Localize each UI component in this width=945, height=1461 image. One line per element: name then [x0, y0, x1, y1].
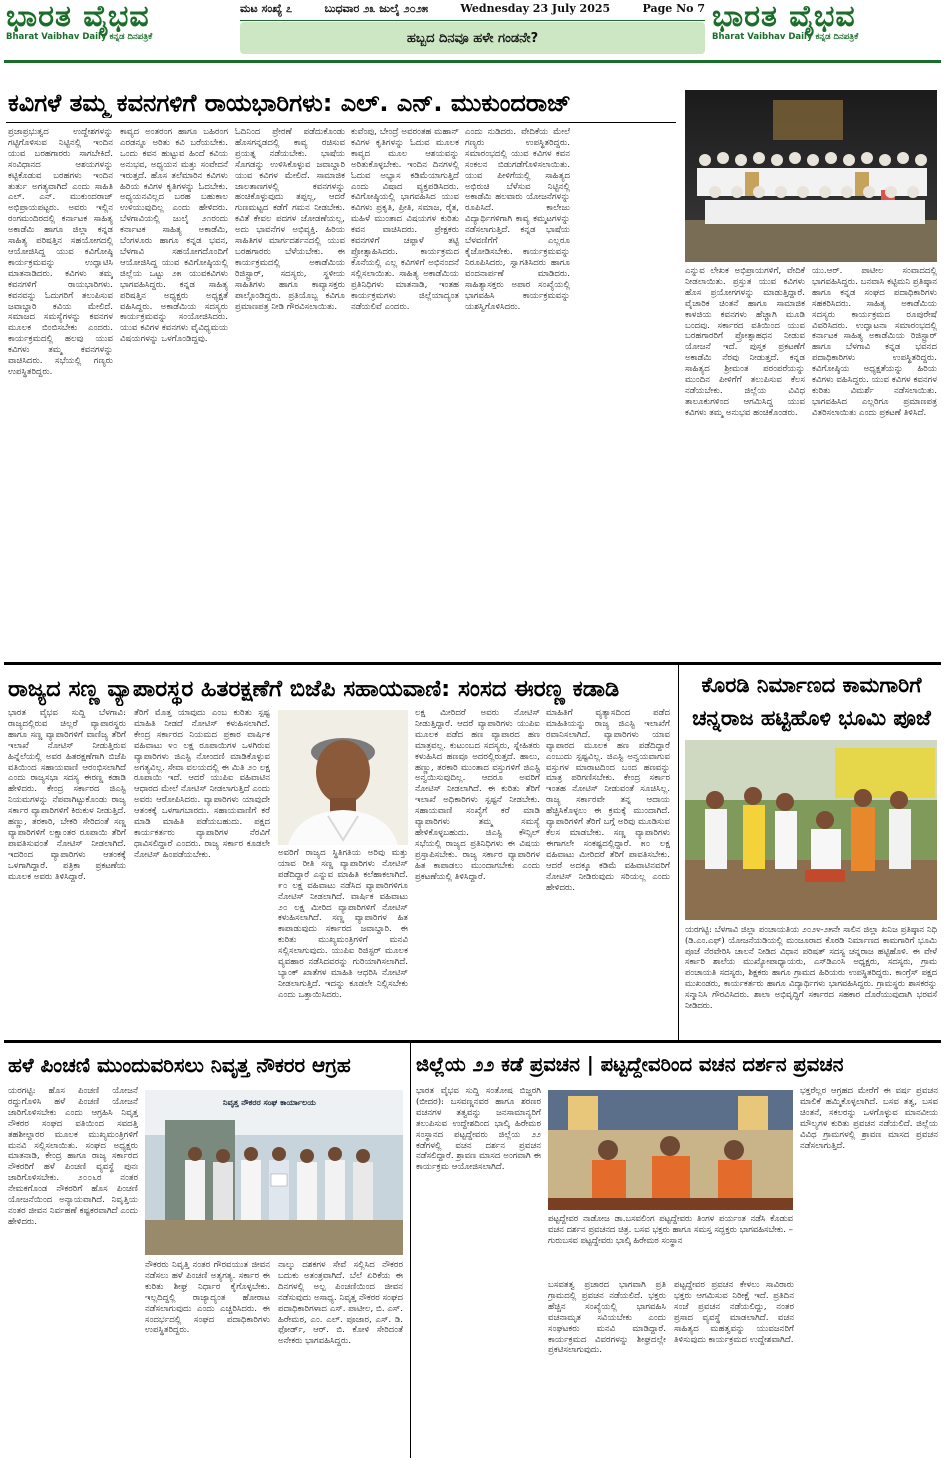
story4-col1: ಯರಗಟ್ಟಿ: ಹೊಸ ಪಿಂಚಣಿ ಯೋಜನೆ ರದ್ದುಗೊಳಿಸಿ ಹಳೆ ಪಿಂಚಣಿ ಯೋಜನೆ ಜಾರಿಗೊಳಿಸಬೇಕು ಎಂದು ಆಗ್ರಹಿಸಿ ನಿವೃತ್ತ ನೌಕರರ ಸಂಘದ ವತಿಯಿಂದ ಸವದತ್ತಿ ತಹಶೀಲ್ದಾರರ ಮೂಲಕ ಮುಖ್ಯಮಂತ್ರಿಗಳಿಗೆ ಮನವಿ ಸಲ್ಲಿಸಲಾಯಿತು. ಸಂಘದ ಅಧ್ಯಕ್ಷರು ಮಾತನಾಡಿ, ಕೇಂದ್ರ ಹಾಗೂ ರಾಜ್ಯ ಸರ್ಕಾರದ ನೌಕರರಿಗೆ ಹಳೆ ಪಿಂಚಣಿ ವ್ಯವಸ್ಥೆ ಪುನಃ ಜಾರಿಗೊಳಿಸಬೇಕು. ೨೦೦೬ರ ನಂತರ ನೇಮಕಗೊಂಡ ನೌಕರರಿಗೆ ಹೊಸ ಪಿಂಚಣಿ ಯೋಜನೆಯಿಂದ ಅನ್ಯಾಯವಾಗಿದೆ. ನಿವೃತ್ತಿಯ ನಂತರ ಜೀವನ ನಿರ್ವಹಣೆ ಕಷ್ಟಕರವಾಗಿದೆ ಎಂದು ಹೇಳಿದರು. — [8, 1086, 138, 1227]
story5-col1: ಭಾರತ ವೈಭವ ಸುದ್ದಿ ಸಂತೋಷ ಬಿಜ್ಜರಗಿ (ಬೀದರ): ಬಸವಣ್ಣನವರ ಹಾಗೂ ಶರಣರ ವಚನಗಳ ತತ್ವವನ್ನು ಜನಸಾಮಾನ್ಯರಿಗೆ ತಲುಪಿಸುವ ಉದ್ದೇಶದಿಂದ ಭಾಲ್ಕಿ ಹಿರೇಮಠ ಸಂಸ್ಥಾನದ ಪಟ್ಟದ್ದೇವರು ಜಿಲ್ಲೆಯ ೨೨ ಕಡೆಗಳಲ್ಲಿ ವಚನ ದರ್ಶನ ಪ್ರವಚನ ನಡೆಸಲಿದ್ದಾರೆ. ಶ್ರಾವಣ ಮಾಸದ ಅಂಗವಾಗಿ ಈ ಕಾರ್ಯಕ್ರಮ ಆಯೋಜಿಸಲಾಗಿದೆ. — [416, 1086, 541, 1173]
section-rule — [4, 1040, 941, 1043]
story3-headline-line2: ಚನ್ನರಾಜ ಹಟ್ಟಿಹೊಳಿ ಭೂಮಿ ಪೂಜೆ — [692, 706, 931, 730]
story2-col5: ಮಾಹಿತಿಗೆ ವ್ಯತ್ಯಾಸದಿಂದ ಪಡೆದ ಮಾಹಿತಿಯನ್ನು ರಾಜ್ಯ ಜಿಎಸ್ಟಿ ಇಲಾಖೆಗೆ ರವಾನಿಸಲಾಗಿದೆ. ವ್ಯಾಪಾರಿಗಳು ಯಾವ ವ್ಯಾಪಾರದ ಮೂಲಕ ಹಣ ಪಡೆದಿದ್ದಾರೆ ಎಂಬುದು ಸ್ಪಷ್ಟವಿಲ್ಲ. ಜಿಎಸ್ಟಿ ಅನ್ವಯವಾಗುವ ವಸ್ತುಗಳ ಮಾರಾಟದಿಂದ ಬಂದ ಹಣವನ್ನು ಮಾತ್ರ ಪರಿಗಣಿಸಬೇಕು. ಕೇಂದ್ರ ಸರ್ಕಾರ ಇಂತಹ ನೋಟಿಸ್ ನೀಡುವಂತೆ ಸೂಚಿಸಿಲ್ಲ. ರಾಜ್ಯ ಸರ್ಕಾರವೇ ತನ್ನ ಆದಾಯ ಹೆಚ್ಚಿಸಿಕೊಳ್ಳಲು ಈ ಕ್ರಮಕ್ಕೆ ಮುಂದಾಗಿದೆ. ವ್ಯಾಪಾರಿಗಳಿಗೆ ತೆರಿಗೆ ಬಗ್ಗೆ ಅರಿವು ಮೂಡಿಸುವ ಕೆಲಸ ಮಾಡಬೇಕು. ಸಣ್ಣ ವ್ಯಾಪಾರಿಗಳು ಈಗಾಗಲೇ ಸಂಕಷ್ಟದಲ್ಲಿದ್ದಾರೆ. ೫೦ ಲಕ್ಷ ವಹಿವಾಟು ಮೀರಿದರೆ ತೆರಿಗೆ ಪಾವತಿಸಬೇಕು. ಆದರೆ ಅದಕ್ಕೂ ಕಡಿಮೆ ವಹಿವಾಟಿನವರಿಗೆ ನೋಟಿಸ್ ನೀಡಿರುವುದು ಸರಿಯಲ್ಲ ಎಂದು ಹೇಳಿದರು. — [546, 708, 670, 893]
pension-photo — [145, 1090, 403, 1255]
story1-col2: ಕಾವ್ಯದ ಅಂತರಂಗ ಹಾಗೂ ಬಹಿರಂಗ ಎರಡನ್ನೂ ಅರಿತು ಕವಿ ಬರೆಯಬೇಕು. ಒಂದು ಕವನ ಹುಟ್ಟುವ ಹಿಂದೆ ಕವಿಯ ಅನುಭವ, ಅಧ್ಯಯನ ಮತ್ತು ಸಂವೇದನೆ ಇರುತ್ತದೆ. ಹೊಸ ತಲೆಮಾರಿನ ಕವಿಗಳು ಹಿರಿಯ ಕವಿಗಳ ಕೃತಿಗಳನ್ನು ಓದಬೇಕು. ಅಧ್ಯಯನವಿಲ್ಲದ ಬರಹ ಬಹುಕಾಲ ಉಳಿಯುವುದಿಲ್ಲ ಎಂದು ಹೇಳಿದರು. ಬೆಳಗಾವಿಯಲ್ಲಿ ಜುಲೈ ೨೧ರಂದು ಕರ್ನಾಟಕ ಸಾಹಿತ್ಯ ಅಕಾಡೆಮಿ, ಬೆಂಗಳೂರು ಹಾಗೂ ಕನ್ನಡ ಭವನ, ಬೆಳಗಾವಿ ಸಹಯೋಗದೊಂದಿಗೆ ಆಯೋಜಿಸಿದ್ದ ಯುವ ಕವಿಗೋಷ್ಠಿಯಲ್ಲಿ ಜಿಲ್ಲೆಯ ಒಟ್ಟು ೨೫ ಯುವಕವಿಗಳು ಭಾಗವಹಿಸಿದ್ದರು. ಕನ್ನಡ ಸಾಹಿತ್ಯ ಪರಿಷತ್ತಿನ ಅಧ್ಯಕ್ಷರು ಅಧ್ಯಕ್ಷತೆ ವಹಿಸಿದ್ದರು. ಅಕಾಡೆಮಿಯ ಸದಸ್ಯರು ಕಾರ್ಯಕ್ರಮವನ್ನು ಸಂಯೋಜಿಸಿದರು. ಯುವ ಕವಿಗಳ ಕವನಗಳು ವೈವಿಧ್ಯಮಯ ವಿಷಯಗಳನ್ನು ಒಳಗೊಂಡಿದ್ದವು. — [120, 127, 228, 345]
story5-col2: ಬಸವತತ್ವ ಪ್ರಚಾರದ ಭಾಗವಾಗಿ ಪ್ರತಿ ಗ್ರಾಮದಲ್ಲಿ ಪ್ರವಚನ ನಡೆಯಲಿದೆ. ಭಕ್ತರು ಹೆಚ್ಚಿನ ಸಂಖ್ಯೆಯಲ್ಲಿ ಭಾಗವಹಿಸಿ ವಚನಾಮೃತ ಸವಿಯಬೇಕು ಎಂದು ಸಂಘಟಕರು ಮನವಿ ಮಾಡಿದ್ದಾರೆ. ಕಾರ್ಯಕ್ರಮದ ವಿವರಗಳನ್ನು ಶೀಘ್ರದಲ್ಲೇ ಪ್ರಕಟಿಸಲಾಗುವುದು. — [548, 1280, 666, 1356]
story2-col4: ಲಕ್ಷ ಮೀರಿದರೆ ಅವರು ನೋಟಿಸ್ ನೀಡುತ್ತಿದ್ದಾರೆ. ಆದರೆ ವ್ಯಾಪಾರಿಗಳು ಯುಪಿಐ ಮೂಲಕ ಪಡೆದ ಹಣ ವ್ಯಾಪಾರದ ಹಣ ಮಾತ್ರವಲ್ಲ. ಕುಟುಂಬದ ಸದಸ್ಯರು, ಸ್ನೇಹಿತರು ಕಳುಹಿಸಿದ ಹಣವೂ ಅದರಲ್ಲಿರುತ್ತದೆ. ಹಾಲು, ಹಣ್ಣು, ತರಕಾರಿ ಮುಂತಾದ ವಸ್ತುಗಳಿಗೆ ಜಿಎಸ್ಟಿ ಅನ್ವಯಿಸುವುದಿಲ್ಲ. ಆದರೂ ಅವರಿಗೆ ನೋಟಿಸ್ ನೀಡಲಾಗಿದೆ. ಈ ಕುರಿತು ತೆರಿಗೆ ಇಲಾಖೆ ಅಧಿಕಾರಿಗಳು ಸ್ಪಷ್ಟನೆ ನೀಡಬೇಕು. ಸಹಾಯವಾಣಿ ಸಂಖ್ಯೆಗೆ ಕರೆ ಮಾಡಿ ವ್ಯಾಪಾರಿಗಳು ತಮ್ಮ ಸಮಸ್ಯೆ ಹೇಳಿಕೊಳ್ಳಬಹುದು. ಜಿಎಸ್ಟಿ ಕೌನ್ಸಿಲ್ ಸಭೆಯಲ್ಲಿ ರಾಜ್ಯದ ಪ್ರತಿನಿಧಿಗಳು ಈ ವಿಷಯ ಪ್ರಸ್ತಾಪಿಸಬೇಕು. ರಾಜ್ಯ ಸರ್ಕಾರ ವ್ಯಾಪಾರಿಗಳ ಹಿತ ಕಾಪಾಡಲು ಮುಂದಾಗಬೇಕು ಎಂದು ಪ್ರಕಟಣೆಯಲ್ಲಿ ತಿಳಿಸಿದ್ದಾರೆ. — [415, 708, 540, 882]
pravachana-image — [548, 1090, 793, 1210]
group-photo-image — [685, 90, 937, 262]
masthead-title: ಭಾರತ ವೈಭವ — [712, 0, 856, 34]
issue-date: Wednesday 23 July 2025 — [460, 2, 611, 15]
divider — [6, 122, 676, 123]
story5-col4: ಭಕ್ತರೆಲ್ಲರ ಆಗ್ರಹದ ಮೇರೆಗೆ ಈ ವರ್ಷ ಪ್ರವಚನ ಮಾಲಿಕೆ ಹಮ್ಮಿಕೊಳ್ಳಲಾಗಿದೆ. ಬಸವ ತತ್ವ, ಬಸವ ಚಿಂತನೆ, ಸಕಲರನ್ನು ಒಳಗೊಳ್ಳುವ ಮಾನವೀಯ ಮೌಲ್ಯಗಳ ಕುರಿತು ಪ್ರವಚನ ನಡೆಯಲಿದೆ. ಜಿಲ್ಲೆಯ ವಿವಿಧ ಗ್ರಾಮಗಳಲ್ಲಿ ಶ್ರಾವಣ ಮಾಸದ ಪ್ರವಚನ ನಡೆಸಲಾಗುತ್ತಿದೆ. — [800, 1086, 938, 1151]
page-number: Page No 7 — [642, 2, 705, 15]
column-rule — [678, 665, 679, 1040]
issue-meta — [240, 2, 705, 21]
story5-headline: ಜಿಲ್ಲೆಯ ೨೨ ಕಡೆ ಪ್ರವಚನ | ಪಟ್ಟದ್ದೇವರಿಂದ ವಚನ ದರ್ಶನ ಪ್ರವಚನ — [416, 1053, 844, 1076]
story2-col3: ಅವರಿಗೆ ರಾಜ್ಯದ ಸ್ಥಿತಿಗತಿಯ ಅರಿವು ಮತ್ತು ಯಾವ ರೀತಿ ಸಣ್ಣ ವ್ಯಾಪಾರಿಗಳು ನೋಟಿಸ್ ಪಡೆದಿದ್ದಾರೆ ಎನ್ನುವ ಮಾಹಿತಿ ಕಲೆಹಾಕಲಾಗಿದೆ. ೯೦ ಲಕ್ಷ ವಹಿವಾಟು ನಡೆಸಿದ ವ್ಯಾಪಾರಿಗಳಿಗೂ ನೋಟಿಸ್ ನೀಡಲಾಗಿದೆ. ವಾರ್ಷಿಕ ವಹಿವಾಟು ೨೦ ಲಕ್ಷ ಮೀರಿದ ವ್ಯಾಪಾರಿಗಳಿಗೆ ನೋಟಿಸ್ ಕಳುಹಿಸಲಾಗಿದೆ. ಸಣ್ಣ ವ್ಯಾಪಾರಿಗಳ ಹಿತ ಕಾಪಾಡುವುದು ಸರ್ಕಾರದ ಜವಾಬ್ದಾರಿ. ಈ ಕುರಿತು ಮುಖ್ಯಮಂತ್ರಿಗಳಿಗೆ ಮನವಿ ಸಲ್ಲಿಸಲಾಗುವುದು. ಯುಪಿಐ ರಿಜಿಸ್ಟರ್ ಮೂಲಕ ವ್ಯವಹಾರ ನಡೆಸಿದವರನ್ನು ಗುರಿಯಾಗಿಸಲಾಗಿದೆ. ಬ್ಯಾಂಕ್ ಖಾತೆಗಳ ಮಾಹಿತಿ ಆಧರಿಸಿ ನೋಟಿಸ್ ನೀಡಲಾಗುತ್ತಿದೆ. ಇದನ್ನು ಕೂಡಲೇ ನಿಲ್ಲಿಸಬೇಕು ಎಂದು ಒತ್ತಾಯಿಸಿದರು. — [278, 848, 408, 1000]
masthead-left — [6, 0, 236, 50]
story5-caption: ಪಟ್ಟದ್ದೇವರ ನಾಡೋಜ ಡಾ.ಬಸವಲಿಂಗ ಪಟ್ಟದ್ದೇವರು ತಿಂಗಳ ಪರ್ಯಂತ ನಡೆಸಿ ಕೊಡುವ ವಚನ ದರ್ಶನ ಪ್ರವಚನದ ಚಿತ್ರ. ಬಸವ ಭಕ್ತರು ಹಾಗೂ ಸಮಸ್ತ ಸದ್ಭಕ್ತರು ಭಾಗವಹಿಸಬೇಕು. – ಗುರುಬಸವ ಪಟ್ಟದ್ದೇವರು ಭಾಲ್ಕಿ ಹಿರೇಮಠ ಸಂಸ್ಥಾನ — [548, 1213, 793, 1245]
portrait-photo — [278, 710, 408, 845]
story1-col1: ಪ್ರಜಾಪ್ರಭುತ್ವದ ಉದ್ದೇಶಗಳನ್ನು ಗಟ್ಟಿಗೊಳಿಸುವ ನಿಟ್ಟಿನಲ್ಲಿ ಇಂದಿನ ಯುವ ಬರಹಗಾರರು ಸಾಗಬೇಕಿದೆ. ಸಂವಿಧಾನದ ಆಶಯಗಳನ್ನು ಕಟ್ಟಿಕೊಡುವ ಬರಹಗಳು ಇಂದಿನ ತುರ್ತು ಅಗತ್ಯವಾಗಿದೆ ಎಂದು ಸಾಹಿತಿ ಎಲ್. ಎನ್. ಮುಕುಂದರಾಜ್ ಅಭಿಪ್ರಾಯಪಟ್ಟರು. ಅವರು ಇಲ್ಲಿನ ರಂಗಮಂದಿರದಲ್ಲಿ ಕರ್ನಾಟಕ ಸಾಹಿತ್ಯ ಅಕಾಡೆಮಿ ಹಾಗೂ ಜಿಲ್ಲಾ ಕನ್ನಡ ಸಾಹಿತ್ಯ ಪರಿಷತ್ತಿನ ಸಹಯೋಗದಲ್ಲಿ ಆಯೋಜಿಸಿದ್ದ ಯುವ ಕವಿಗೋಷ್ಠಿ ಕಾರ್ಯಕ್ರಮವನ್ನು ಉದ್ಘಾಟಿಸಿ ಮಾತನಾಡಿದರು. ಕವಿಗಳು ತಮ್ಮ ಕವನಗಳಿಗೆ ರಾಯಭಾರಿಗಳು. ಕವನವನ್ನು ಓದುಗರಿಗೆ ತಲುಪಿಸುವ ಜವಾಬ್ದಾರಿ ಕವಿಯ ಮೇಲಿದೆ. ಸಮಾಜದ ಸಮಸ್ಯೆಗಳನ್ನು ಕವನಗಳ ಮೂಲಕ ಬಿಂಬಿಸಬೇಕು ಎಂದರು. ಕಾರ್ಯಕ್ರಮದಲ್ಲಿ ಹಲವು ಯುವ ಕವಿಗಳು ತಮ್ಮ ಕವನಗಳನ್ನು ವಾಚಿಸಿದರು. ಸಭೆಯಲ್ಲಿ ಗಣ್ಯರು ಉಪಸ್ಥಿತರಿದ್ದರು. — [8, 127, 113, 377]
column-rule — [410, 1043, 411, 1458]
issue-date-kannada: ಬುಧವಾರ ೨೩ ಜುಲೈ ೨೦೨೫ — [324, 2, 429, 15]
top-banner: ಹಬ್ಬದ ದಿನವೂ ಹಳೇ ಗಂಡನೇ? — [240, 22, 705, 54]
masthead-subtitle: Bharat Vaibhav Daily ಕನ್ನಡ ದಿನಪತ್ರಿಕೆ — [6, 32, 153, 42]
story1-col7: ಯು.ಆರ್. ಪಾಟೀಲ ಸಂವಾದದಲ್ಲಿ ಭಾಗವಹಿಸಿದ್ದರು. ಬನವಾಸಿ ಕಟ್ಟಿಮನಿ ಪ್ರತಿಷ್ಠಾನ ಹಾಗೂ ಕನ್ನಡ ಸಂಘದ ಪದಾಧಿಕಾರಿಗಳು ಸಹಕರಿಸಿದರು. ಸಾಹಿತ್ಯ ಅಕಾಡೆಮಿಯ ಸದಸ್ಯರು ಕಾರ್ಯಕ್ರಮದ ರೂಪುರೇಷೆ ವಿವರಿಸಿದರು. ಉದ್ಘಾಟನಾ ಸಮಾರಂಭದಲ್ಲಿ ಕರ್ನಾಟಕ ಸಾಹಿತ್ಯ ಅಕಾಡೆಮಿಯ ರಿಜಿಸ್ಟ್ರಾರ್ ಹಾಗೂ ಬೆಳಗಾವಿ ಕನ್ನಡ ಭವನದ ಪದಾಧಿಕಾರಿಗಳು ಉಪಸ್ಥಿತರಿದ್ದರು. ಕವಿಗೋಷ್ಠಿಯ ಅಧ್ಯಕ್ಷತೆಯನ್ನು ಹಿರಿಯ ಕವಿಗಳು ವಹಿಸಿದ್ದರು. ಯುವ ಕವಿಗಳ ಕವನಗಳ ಕುರಿತು ವಿಮರ್ಶೆ ನಡೆಸಲಾಯಿತು. ಭಾಗವಹಿಸಿದ ಎಲ್ಲರಿಗೂ ಪ್ರಮಾಣಪತ್ರ ವಿತರಿಸಲಾಯಿತು ಎಂದು ಪ್ರಕಟಣೆ ತಿಳಿಸಿದೆ. — [812, 266, 937, 418]
story3-headline-line1: ಕೊರಡಿ ನಿರ್ಮಾಣದ ಕಾಮಗಾರಿಗೆ — [701, 673, 922, 697]
bhoomi-pooja-photo — [685, 740, 937, 920]
story1-col5b — [576, 127, 676, 657]
story1-col5: ಎಂದು ನುಡಿದರು. ವೇದಿಕೆಯ ಮೇಲೆ ಗಣ್ಯರು ಉಪಸ್ಥಿತರಿದ್ದರು. ಸಮಾರಂಭದಲ್ಲಿ ಯುವ ಕವಿಗಳ ಕವನ ಸಂಕಲನ ಬಿಡುಗಡೆಗೊಳಿಸಲಾಯಿತು. ಯುವ ಪೀಳಿಗೆಯಲ್ಲಿ ಸಾಹಿತ್ಯದ ಅಭಿರುಚಿ ಬೆಳೆಸುವ ನಿಟ್ಟಿನಲ್ಲಿ ಅಕಾಡೆಮಿ ಹಲವಾರು ಯೋಜನೆಗಳನ್ನು ರೂಪಿಸಿದೆ. ಕಾಲೇಜು ವಿದ್ಯಾರ್ಥಿಗಳಿಗಾಗಿ ಕಾವ್ಯ ಕಮ್ಮಟಗಳನ್ನು ನಡೆಸಲಾಗುತ್ತಿದೆ. ಕನ್ನಡ ಭಾಷೆಯ ಬೆಳವಣಿಗೆಗೆ ಎಲ್ಲರೂ ಕೈಜೋಡಿಸಬೇಕು. ಕಾರ್ಯಕ್ರಮವನ್ನು ನಿರೂಪಿಸಿದರು, ಸ್ವಾಗತಿಸಿದರು ಹಾಗೂ ವಂದನಾರ್ಪಣೆ ಮಾಡಿದರು. ಸಾಹಿತ್ಯಾಸಕ್ತರು ಅಪಾರ ಸಂಖ್ಯೆಯಲ್ಲಿ ಭಾಗವಹಿಸಿ ಕಾರ್ಯಕ್ರಮವನ್ನು ಯಶಸ್ವಿಗೊಳಿಸಿದರು. — [465, 127, 570, 312]
portrait-image — [278, 710, 408, 845]
bhoomi-pooja-image — [685, 740, 937, 920]
group-photo — [685, 90, 937, 262]
office-sign: ನಿವೃತ್ತ ನೌಕರರ ಸಂಘ ಕಾರ್ಯಾಲಯ — [223, 1098, 316, 1107]
story1-headline: ಕವಿಗಳೆ ತಮ್ಮ ಕವನಗಳಿಗೆ ರಾಯಭಾರಿಗಳು: ಎಲ್. ಎನ್. ಮುಕುಂದರಾಜ್ — [8, 89, 572, 117]
story2-headline: ರಾಜ್ಯದ ಸಣ್ಣ ವ್ಯಾಪಾರಸ್ಥರ ಹಿತರಕ್ಷಣೆಗೆ ಬಿಜೆಪಿ ಸಹಾಯವಾಣಿ: ಸಂಸದ ಈರಣ್ಣ ಕಡಾಡಿ — [8, 676, 620, 702]
story3-caption: ಯರಗಟ್ಟಿ: ಬೆಳಗಾವಿ ಜಿಲ್ಲಾ ಪಂಚಾಯತಿಯ ೨೦೨೪-೨೫ನೇ ಸಾಲಿನ ಜಿಲ್ಲಾ ಖನಿಜ ಪ್ರತಿಷ್ಠಾನ ನಿಧಿ (ಡಿ.ಎಂ.ಎಫ್) ಯೋಜನೆಯಡಿಯಲ್ಲಿ ಮಂಜೂರಾದ ಕೊಠಡಿ ನಿರ್ಮಾಣದ ಕಾಮಗಾರಿಗೆ ಭೂಮಿ ಪೂಜೆ ನೆರವೇರಿಸಿ ಚಾಲನೆ ನೀಡಿದ ವಿಧಾನ ಪರಿಷತ್ ಸದಸ್ಯ ಚನ್ನರಾಜ ಹಟ್ಟಿಹೊಳಿ. ಈ ವೇಳೆ ಸರ್ಕಾರಿ ಶಾಲೆಯ ಮುಖ್ಯೋಪಾಧ್ಯಾಯರು, ಎಸ್‌ಡಿಎಂಸಿ ಅಧ್ಯಕ್ಷರು, ಸದಸ್ಯರು, ಗ್ರಾಮ ಪಂಚಾಯತಿ ಸದಸ್ಯರು, ಶಿಕ್ಷಕರು ಹಾಗೂ ಗ್ರಾಮದ ಹಿರಿಯರು ಉಪಸ್ಥಿತರಿದ್ದರು. ಕಾಂಗ್ರೆಸ್ ಪಕ್ಷದ ಮುಖಂಡರು, ಕಾರ್ಯಕರ್ತರು ಹಾಗೂ ವಿದ್ಯಾರ್ಥಿಗಳು ಭಾಗವಹಿಸಿದ್ದರು. ಗ್ರಾಮಸ್ಥರು ಶಾಸಕರನ್ನು ಸನ್ಮಾನಿಸಿ ಗೌರವಿಸಿದರು. ಶಾಲಾ ಅಭಿವೃದ್ಧಿಗೆ ಸರ್ಕಾರದ ಸಹಕಾರ ದೊರೆಯುವುದಾಗಿ ಭರವಸೆ ನೀಡಿದರು. — [685, 924, 937, 1010]
story4-col3: ನಾಲ್ಕು ದಶಕಗಳ ಸೇವೆ ಸಲ್ಲಿಸಿದ ನೌಕರರ ಬದುಕು ಅತಂತ್ರವಾಗಿದೆ. ಬೆಲೆ ಏರಿಕೆಯ ಈ ದಿನಗಳಲ್ಲಿ ಅಲ್ಪ ಪಿಂಚಣಿಯಿಂದ ಜೀವನ ನಡೆಸುವುದು ಅಸಾಧ್ಯ. ನಿವೃತ್ತ ನೌಕರರ ಸಂಘದ ಪದಾಧಿಕಾರಿಗಳಾದ ಎಸ್. ಪಾಟೀಲ, ಬಿ. ಎಸ್. ಹಿರೇಮಠ, ಎಂ. ಎಲ್. ಪೂಜಾರ, ಎಸ್. ಡಿ. ಫೋರ್ಡ್, ಆರ್. ಬಿ. ಕೋಳಿ ಸೇರಿದಂತೆ ಅನೇಕರು ಭಾಗವಹಿಸಿದ್ದರು. — [278, 1260, 403, 1347]
section-rule — [4, 662, 941, 665]
masthead-title: ಭಾರತ ವೈಭವ — [6, 0, 150, 34]
story2-col1: ಭಾರತ ವೈಭವ ಸುದ್ದಿ ಬೆಳಗಾವಿ: ರಾಜ್ಯದಲ್ಲಿರುವ ಚಿಲ್ಲರೆ ವ್ಯಾಪಾರಸ್ಥರು ಹಾಗೂ ಸಣ್ಣ ವ್ಯಾಪಾರಿಗಳಿಗೆ ವಾಣಿಜ್ಯ ತೆರಿಗೆ ಇಲಾಖೆ ನೋಟಿಸ್ ನೀಡುತ್ತಿರುವ ಹಿನ್ನೆಲೆಯಲ್ಲಿ ಅವರ ಹಿತರಕ್ಷಣೆಗಾಗಿ ಬಿಜೆಪಿ ವತಿಯಿಂದ ಸಹಾಯವಾಣಿ ಆರಂಭಿಸಲಾಗಿದೆ ಎಂದು ರಾಜ್ಯಸಭಾ ಸದಸ್ಯ ಈರಣ್ಣ ಕಡಾಡಿ ಹೇಳಿದರು. ಕೇಂದ್ರ ಸರ್ಕಾರದ ಜಿಎಸ್ಟಿ ನಿಯಮಗಳನ್ನು ನೆಪವಾಗಿಟ್ಟುಕೊಂಡು ರಾಜ್ಯ ಸರ್ಕಾರ ವ್ಯಾಪಾರಿಗಳಿಗೆ ಕಿರುಕುಳ ನೀಡುತ್ತಿದೆ. ಹಣ್ಣು, ತರಕಾರಿ, ಬೇಕರಿ ಸೇರಿದಂತೆ ಸಣ್ಣ ವ್ಯಾಪಾರಿಗಳಿಗೆ ಲಕ್ಷಾಂತರ ರೂಪಾಯಿ ತೆರಿಗೆ ಪಾವತಿಸುವಂತೆ ನೋಟಿಸ್ ನೀಡಲಾಗಿದೆ. ಇದರಿಂದ ವ್ಯಾಪಾರಿಗಳು ಆತಂಕಕ್ಕೆ ಒಳಗಾಗಿದ್ದಾರೆ. ಪತ್ರಿಕಾ ಪ್ರಕಟಣೆಯ ಮೂಲಕ ಅವರು ತಿಳಿಸಿದ್ದಾರೆ. — [8, 708, 126, 882]
story5-col3: ಪಟ್ಟದ್ದೇವರ ಪ್ರವಚನ ಕೇಳಲು ಸಾವಿರಾರು ಭಕ್ತರು ಆಗಮಿಸುವ ನಿರೀಕ್ಷೆ ಇದೆ. ಪ್ರತಿದಿನ ಸಂಜೆ ಪ್ರವಚನ ನಡೆಯಲಿದ್ದು, ನಂತರ ಪ್ರಸಾದ ವ್ಯವಸ್ಥೆ ಮಾಡಲಾಗಿದೆ. ವಚನ ಸಾಹಿತ್ಯದ ಮಹತ್ವವನ್ನು ಯುವಜನರಿಗೆ ತಿಳಿಸುವುದು ಕಾರ್ಯಕ್ರಮದ ಉದ್ದೇಶವಾಗಿದೆ. — [674, 1280, 794, 1345]
pravachana-photo — [548, 1090, 793, 1210]
pension-image — [145, 1090, 403, 1255]
story2-col2: ತೆರಿಗೆ ಮೊತ್ತ ಯಾವುದು ಎಂಬ ಕುರಿತು ಸ್ಪಷ್ಟ ಮಾಹಿತಿ ನೀಡದೆ ನೋಟಿಸ್ ಕಳುಹಿಸಲಾಗಿದೆ. ಕೇಂದ್ರ ಸರ್ಕಾರದ ನಿಯಮದ ಪ್ರಕಾರ ವಾರ್ಷಿಕ ವಹಿವಾಟು ೪೦ ಲಕ್ಷ ರೂಪಾಯಿಗಳ ಒಳಗಿರುವ ವ್ಯಾಪಾರಿಗಳು ಜಿಎಸ್ಟಿ ನೋಂದಣಿ ಮಾಡಿಕೊಳ್ಳುವ ಅಗತ್ಯವಿಲ್ಲ. ಸೇವಾ ವಲಯದಲ್ಲಿ ಈ ಮಿತಿ ೨೦ ಲಕ್ಷ ರೂಪಾಯಿ ಇದೆ. ಆದರೆ ಯುಪಿಐ ವಹಿವಾಟಿನ ಆಧಾರದ ಮೇಲೆ ನೋಟಿಸ್ ನೀಡಲಾಗುತ್ತಿದೆ ಎಂದು ಅವರು ಆರೋಪಿಸಿದರು. ವ್ಯಾಪಾರಿಗಳು ಯಾವುದೇ ಆತಂಕಕ್ಕೆ ಒಳಗಾಗಬಾರದು. ಸಹಾಯವಾಣಿಗೆ ಕರೆ ಮಾಡಿ ಮಾಹಿತಿ ಪಡೆಯಬಹುದು. ಪಕ್ಷದ ಕಾರ್ಯಕರ್ತರು ವ್ಯಾಪಾರಿಗಳ ನೆರವಿಗೆ ಧಾವಿಸಲಿದ್ದಾರೆ ಎಂದರು. ರಾಜ್ಯ ಸರ್ಕಾರ ಕೂಡಲೇ ನೋಟಿಸ್ ಹಿಂಪಡೆಯಬೇಕು. — [134, 708, 270, 860]
masthead-rule — [4, 60, 941, 63]
story1-col4: ಕುವೆಂಪು, ಬೇಂದ್ರೆ ಅವರಂತಹ ಮಹಾನ್ ಕವಿಗಳ ಕೃತಿಗಳನ್ನು ಓದುವ ಮೂಲಕ ಕಾವ್ಯದ ಮೂಲ ಆಶಯವನ್ನು ಅರಿತುಕೊಳ್ಳಬೇಕು. ಇಂದಿನ ದಿನಗಳಲ್ಲಿ ಓದುವ ಅಭ್ಯಾಸ ಕಡಿಮೆಯಾಗುತ್ತಿದೆ ಎಂದು ವಿಷಾದ ವ್ಯಕ್ತಪಡಿಸಿದರು. ಕವಿಗೋಷ್ಠಿಯಲ್ಲಿ ಭಾಗವಹಿಸಿದ ಯುವ ಕವಿಗಳು ಪ್ರಕೃತಿ, ಪ್ರೀತಿ, ಸಮಾಜ, ರೈತ, ಮಹಿಳೆ ಮುಂತಾದ ವಿಷಯಗಳ ಕುರಿತು ಕವನ ವಾಚಿಸಿದರು. ಪ್ರೇಕ್ಷಕರು ಕವನಗಳಿಗೆ ಚಪ್ಪಾಳೆ ತಟ್ಟಿ ಪ್ರೋತ್ಸಾಹಿಸಿದರು. ಕಾರ್ಯಕ್ರಮದ ಕೊನೆಯಲ್ಲಿ ಎಲ್ಲ ಕವಿಗಳಿಗೆ ಅಭಿನಂದನೆ ಸಲ್ಲಿಸಲಾಯಿತು. ಸಾಹಿತ್ಯ ಅಕಾಡೆಮಿಯ ಪ್ರತಿನಿಧಿಗಳು ಮಾತನಾಡಿ, ಇಂತಹ ಕಾರ್ಯಕ್ರಮಗಳು ಜಿಲ್ಲೆಯಾದ್ಯಂತ ನಡೆಯಲಿವೆ ಎಂದರು. — [351, 127, 459, 312]
story4-headline: ಹಳೆ ಪಿಂಚಣಿ ಮುಂದುವರಿಸಲು ನಿವೃತ್ತ ನೌಕರರ ಆಗ್ರಹ — [8, 1053, 351, 1077]
story4-col2: ನೌಕರರು ನಿವೃತ್ತಿ ನಂತರ ಗೌರವಯುತ ಜೀವನ ನಡೆಸಲು ಹಳೆ ಪಿಂಚಣಿ ಅತ್ಯಗತ್ಯ. ಸರ್ಕಾರ ಈ ಕುರಿತು ಶೀಘ್ರ ನಿರ್ಧಾರ ಕೈಗೊಳ್ಳಬೇಕು. ಇಲ್ಲದಿದ್ದಲ್ಲಿ ರಾಜ್ಯಾದ್ಯಂತ ಹೋರಾಟ ನಡೆಸಲಾಗುವುದು ಎಂದು ಎಚ್ಚರಿಸಿದರು. ಈ ಸಂದರ್ಭದಲ್ಲಿ ಸಂಘದ ಪದಾಧಿಕಾರಿಗಳು ಉಪಸ್ಥಿತರಿದ್ದರು. — [145, 1260, 270, 1336]
story1-col3: ಓದಿನಿಂದ ಪ್ರೇರಣೆ ಪಡೆದುಕೊಂಡು ಹೊಸಗನ್ನಡದಲ್ಲಿ ಕಾವ್ಯ ರಚಿಸುವ ಪ್ರಯತ್ನ ನಡೆಯಬೇಕು. ಭಾಷೆಯ ಸೊಗಡನ್ನು ಉಳಿಸಿಕೊಳ್ಳುವ ಜವಾಬ್ದಾರಿ ಯುವ ಕವಿಗಳ ಮೇಲಿದೆ. ಸಾಮಾಜಿಕ ಜಾಲತಾಣಗಳಲ್ಲಿ ಕವನಗಳನ್ನು ಹಂಚಿಕೊಳ್ಳುವುದು ತಪ್ಪಲ್ಲ, ಆದರೆ ಗುಣಮಟ್ಟದ ಕಡೆಗೆ ಗಮನ ನೀಡಬೇಕು. ಕವಿತೆ ಕೇವಲ ಪದಗಳ ಜೋಡಣೆಯಲ್ಲ, ಅದು ಭಾವನೆಗಳ ಅಭಿವ್ಯಕ್ತಿ. ಹಿರಿಯ ಸಾಹಿತಿಗಳ ಮಾರ್ಗದರ್ಶನದಲ್ಲಿ ಯುವ ಬರಹಗಾರರು ಬೆಳೆಯಬೇಕು. ಈ ಕಾರ್ಯಕ್ರಮದಲ್ಲಿ ಅಕಾಡೆಮಿಯ ರಿಜಿಸ್ಟ್ರಾರ್, ಸದಸ್ಯರು, ಸ್ಥಳೀಯ ಸಾಹಿತಿಗಳು ಹಾಗೂ ಕಾವ್ಯಾಸಕ್ತರು ಪಾಲ್ಗೊಂಡಿದ್ದರು. ಪ್ರತಿಯೊಬ್ಬ ಕವಿಗೂ ಪ್ರಮಾಣಪತ್ರ ನೀಡಿ ಗೌರವಿಸಲಾಯಿತು. — [235, 127, 345, 312]
masthead-right — [712, 0, 942, 50]
story1-col6: ಎನ್ನುವ ಲೇಖಕ ಅಭಿಪ್ರಾಯಗಳಿಗೆ, ವೇದಿಕೆ ನೀಡಲಾಯಿತು. ಪ್ರಸ್ತುತ ಯುವ ಕವಿಗಳು ಹೊಸ ಪ್ರಯೋಗಗಳನ್ನು ಮಾಡುತ್ತಿದ್ದಾರೆ. ವೈಚಾರಿಕ ಚಿಂತನೆ ಹಾಗೂ ಸಾಮಾಜಿಕ ಕಾಳಜಿಯ ಕವನಗಳು ಹೆಚ್ಚಾಗಿ ಮೂಡಿ ಬಂದವು. ಸರ್ಕಾರದ ವತಿಯಿಂದ ಯುವ ಬರಹಗಾರರಿಗೆ ಪ್ರೋತ್ಸಾಹಧನ ನೀಡುವ ಯೋಜನೆ ಇದೆ. ಪುಸ್ತಕ ಪ್ರಕಟಣೆಗೆ ಅಕಾಡೆಮಿ ನೆರವು ನೀಡುತ್ತದೆ. ಕನ್ನಡ ಸಾಹಿತ್ಯದ ಶ್ರೀಮಂತ ಪರಂಪರೆಯನ್ನು ಮುಂದಿನ ಪೀಳಿಗೆಗೆ ತಲುಪಿಸುವ ಕೆಲಸ ನಡೆಯಬೇಕು. ಜಿಲ್ಲೆಯ ವಿವಿಧ ತಾಲೂಕುಗಳಿಂದ ಆಗಮಿಸಿದ್ದ ಯುವ ಕವಿಗಳು ತಮ್ಮ ಅನುಭವ ಹಂಚಿಕೊಂಡರು. — [685, 266, 805, 418]
masthead-subtitle: Bharat Vaibhav Daily ಕನ್ನಡ ದಿನಪತ್ರಿಕೆ — [712, 32, 859, 42]
issue-number: ಮಟ ಸಂಖ್ಯೆ ೭ — [240, 2, 293, 15]
